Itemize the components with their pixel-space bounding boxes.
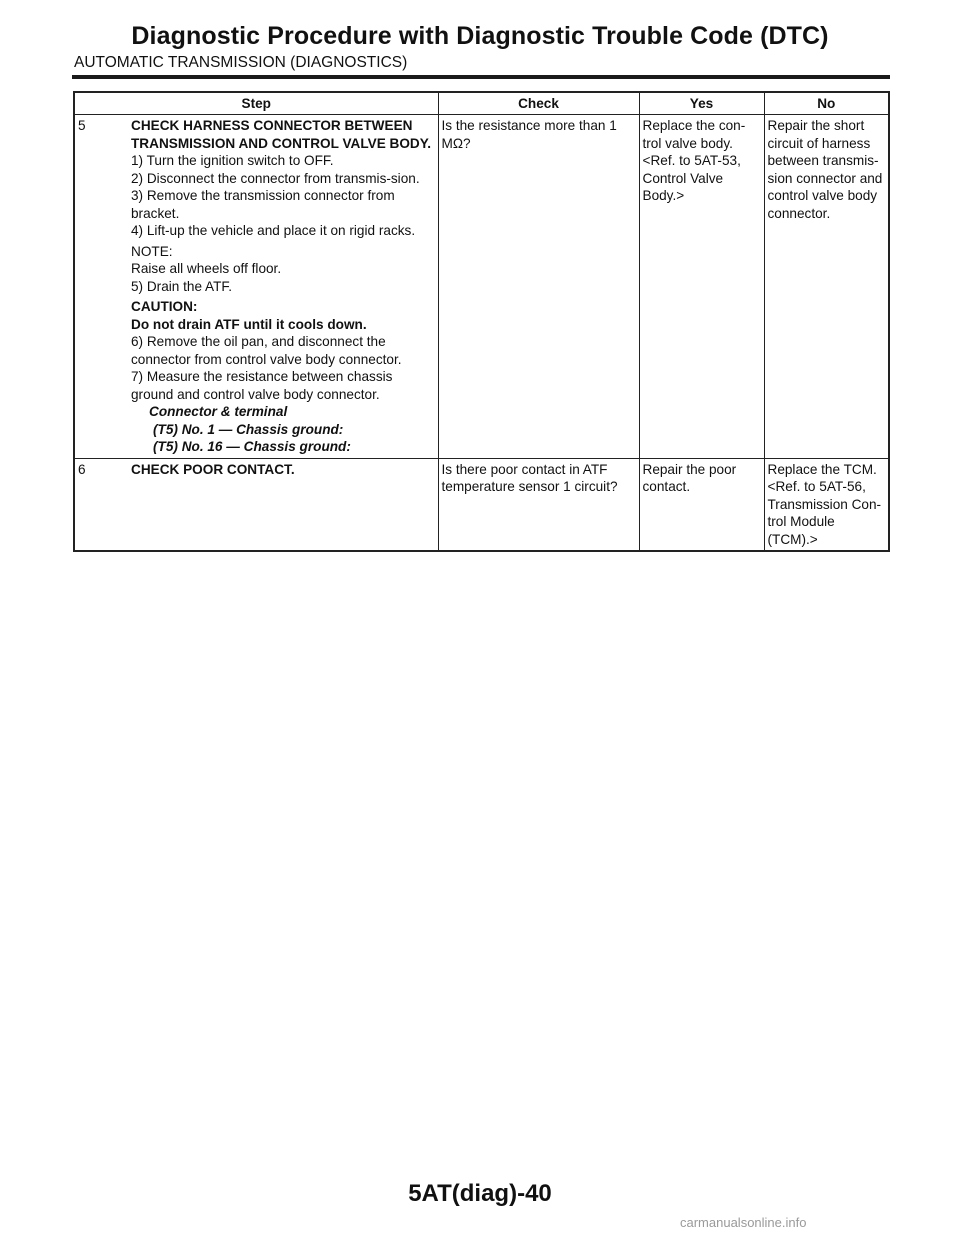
yes-cell: Replace the con-trol valve body. <Ref. to 5AT-53, Control Valve Body.>: [639, 115, 764, 459]
step-instruction: 4) Lift-up the vehicle and place it on rigid racks.: [131, 223, 416, 238]
yes-cell: Repair the poor contact.: [639, 458, 764, 551]
connector-label: Connector & terminal: [149, 404, 288, 419]
no-cell: Replace the TCM. <Ref. to 5AT-56, Transmission Con-trol Module (TCM).>: [764, 458, 889, 551]
note-text: Raise all wheels off floor.: [131, 261, 282, 276]
note-label: NOTE:: [131, 243, 173, 259]
step-number: 6: [78, 461, 86, 477]
table-row: [74, 458, 889, 551]
connector-terminal: (T5) No. 16 — Chassis ground:: [153, 439, 351, 454]
step-number: 5: [78, 118, 86, 133]
step-cell: [74, 458, 438, 551]
section-title: AUTOMATIC TRANSMISSION (DIAGNOSTICS): [74, 54, 408, 71]
step-instruction: 7) Measure the resistance between chassis ground and control valve body connector.: [131, 369, 393, 402]
step-title: CHECK POOR CONTACT.: [131, 461, 295, 477]
header-no: No: [764, 92, 889, 115]
check-cell: Is there poor contact in ATF temperature sensor 1 circuit?: [438, 458, 639, 551]
header-check: Check: [438, 92, 639, 115]
step-instruction: 1) Turn the ignition switch to OFF.: [131, 153, 334, 168]
step-cell: [74, 115, 438, 459]
step-instruction: 5) Drain the ATF.: [131, 278, 232, 294]
step-instruction: 3) Remove the transmission connector from bracket.: [131, 188, 395, 221]
table-header-row: [74, 92, 889, 115]
header-yes: Yes: [639, 92, 764, 115]
page-number: 5AT(diag)-40: [408, 1180, 552, 1207]
header-step: Step: [74, 92, 438, 115]
caution-label: CAUTION:: [131, 299, 198, 314]
connector-terminal: (T5) No. 1 — Chassis ground:: [153, 421, 344, 437]
caution-text: Do not drain ATF until it cools down.: [131, 316, 367, 332]
no-cell: Repair the short circuit of harness between transmis-sion connector and control valve body connector.: [764, 115, 889, 459]
header-divider: [72, 75, 890, 79]
check-cell: Is the resistance more than 1 MΩ?: [438, 115, 639, 459]
table-row: [74, 115, 889, 459]
step-title: CHECK HARNESS CONNECTOR BETWEEN TRANSMISSION AND CONTROL VALVE BODY.: [131, 118, 432, 151]
step-instruction: 6) Remove the oil pan, and disconnect the connector from control valve body connector.: [131, 334, 402, 367]
page-title: Diagnostic Procedure with Diagnostic Trouble Code (DTC): [131, 22, 829, 50]
diagnostic-table: [73, 91, 890, 552]
watermark: carmanualsonline.info: [680, 1215, 807, 1230]
step-instruction: 2) Disconnect the connector from transmis-sion.: [131, 170, 420, 186]
